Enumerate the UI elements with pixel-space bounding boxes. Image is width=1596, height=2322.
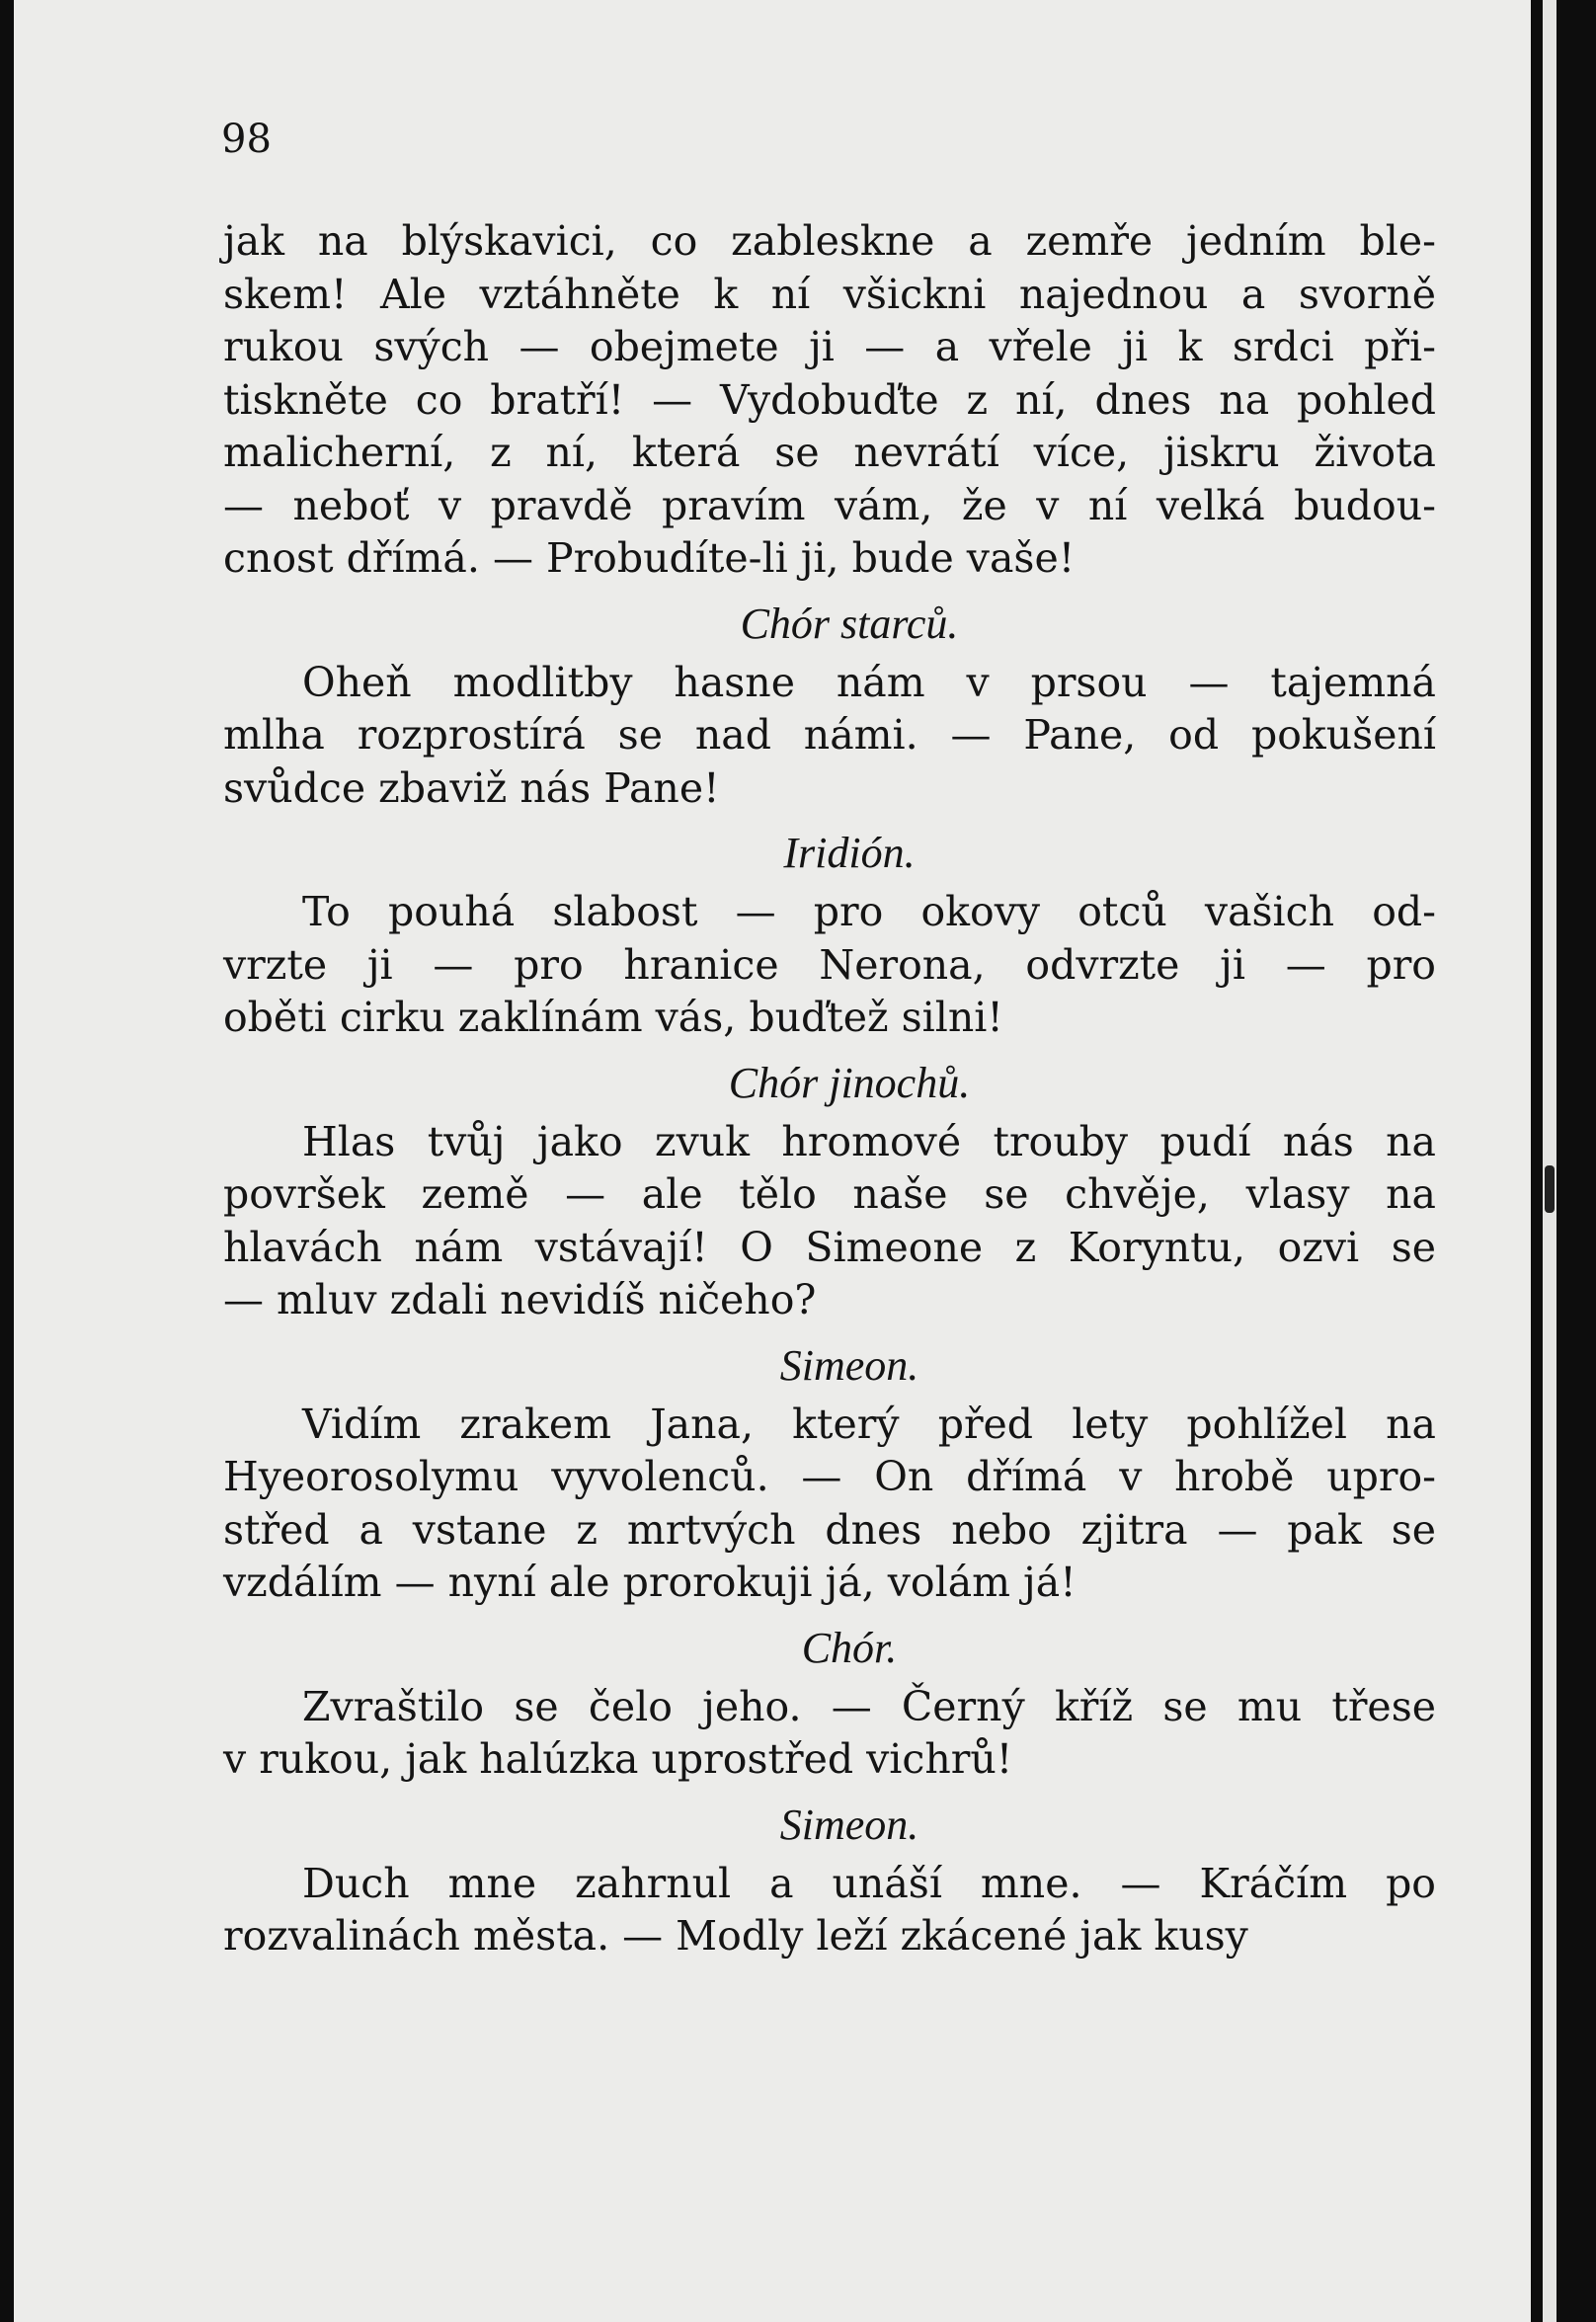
speaker-name: Chór. [801, 1623, 898, 1672]
text-line: rukou svých — obejmete ji — a vřele ji k srdci při- [223, 323, 1436, 370]
text-line: vrzte ji — pro hranice Nerona, odvrzte ji — pro [223, 940, 1436, 989]
speaker-name: Iridión. [783, 829, 916, 877]
text-line: Zvraštilo se čelo jeho. — Černý kříž se mu třese [302, 1682, 1436, 1730]
speaker-name: Simeon. [779, 1800, 919, 1849]
text-line: rozvalinách města. — Modly leží zkácené jak kusy [223, 1912, 1248, 1960]
speaker-name: Chór jinochů. [728, 1058, 971, 1107]
text-line: To pouhá slabost — pro okovy otců vašich od- [302, 888, 1436, 935]
text-line: mlha rozprostírá se nad námi. — Pane, od pokušení [223, 711, 1436, 759]
paragraph [223, 1399, 1436, 1610]
adjacent-page-edge [1543, 0, 1556, 2322]
text-line: střed a vstane z mrtvých dnes nebo zjitra — pak se [223, 1505, 1436, 1554]
text-line: — neboť v pravdě pravím vám, že v ní velká budou- [223, 481, 1436, 529]
text-line: vzdálím — nyní ale prorokuji já, volám já! [223, 1559, 1077, 1606]
text-line: — mluv zdali nevidíš ničeho? [223, 1276, 817, 1323]
text-line: tiskněte co bratří! — Vydobuďte z ní, dnes na pohled [223, 375, 1436, 424]
paragraph [223, 886, 1436, 1045]
text-line: Hlas tvůj jako zvuk hromové trouby pudí nás na [302, 1117, 1436, 1165]
text-line: cnost dřímá. — Probudíte-li ji, bude vaše! [223, 534, 1076, 582]
text-line: jak na blýskavici, co zableskne a zemře jedním ble- [223, 217, 1436, 265]
speaker-name: Simeon. [779, 1340, 919, 1390]
paragraph [223, 1681, 1436, 1787]
text-line: malicherní, z ní, která se nevrátí více, jiskru života [223, 429, 1436, 476]
page-number: 98 [221, 117, 272, 162]
paragraph [223, 215, 1436, 586]
text-line: oběti cirku zaklínám vás, buďtež silni! [223, 994, 1003, 1041]
text-line: Duch mne zahrnul a unáší mne. — Kráčím po [302, 1859, 1436, 1907]
page-body-text [223, 215, 1436, 1963]
text-line: skem! Ale vztáhněte k ní všickni najednou a svorně [223, 270, 1436, 318]
speaker-name: Chór starců. [740, 599, 959, 648]
page-edge-mark [1545, 1165, 1555, 1213]
text-line: svůdce zbaviž nás Pane! [223, 763, 720, 812]
text-line: površek země — ale tělo naše se chvěje, vlasy na [223, 1170, 1436, 1218]
paragraph [223, 1116, 1436, 1327]
text-line: Oheň modlitby hasne nám v prsou — tajemná [302, 658, 1436, 706]
text-line: v rukou, jak halúzka uprostřed vichrů! [223, 1735, 1013, 1783]
text-line: Vidím zrakem Jana, který před lety pohlížel na [302, 1400, 1436, 1448]
text-line: Hyeorosolymu vyvolenců. — On dřímá v hrobě upro- [223, 1453, 1436, 1500]
paragraph [223, 657, 1436, 816]
paragraph [223, 1858, 1436, 1963]
text-line: hlavách nám vstávají! O Simeone z Koryntu, ozvi se [223, 1223, 1436, 1271]
